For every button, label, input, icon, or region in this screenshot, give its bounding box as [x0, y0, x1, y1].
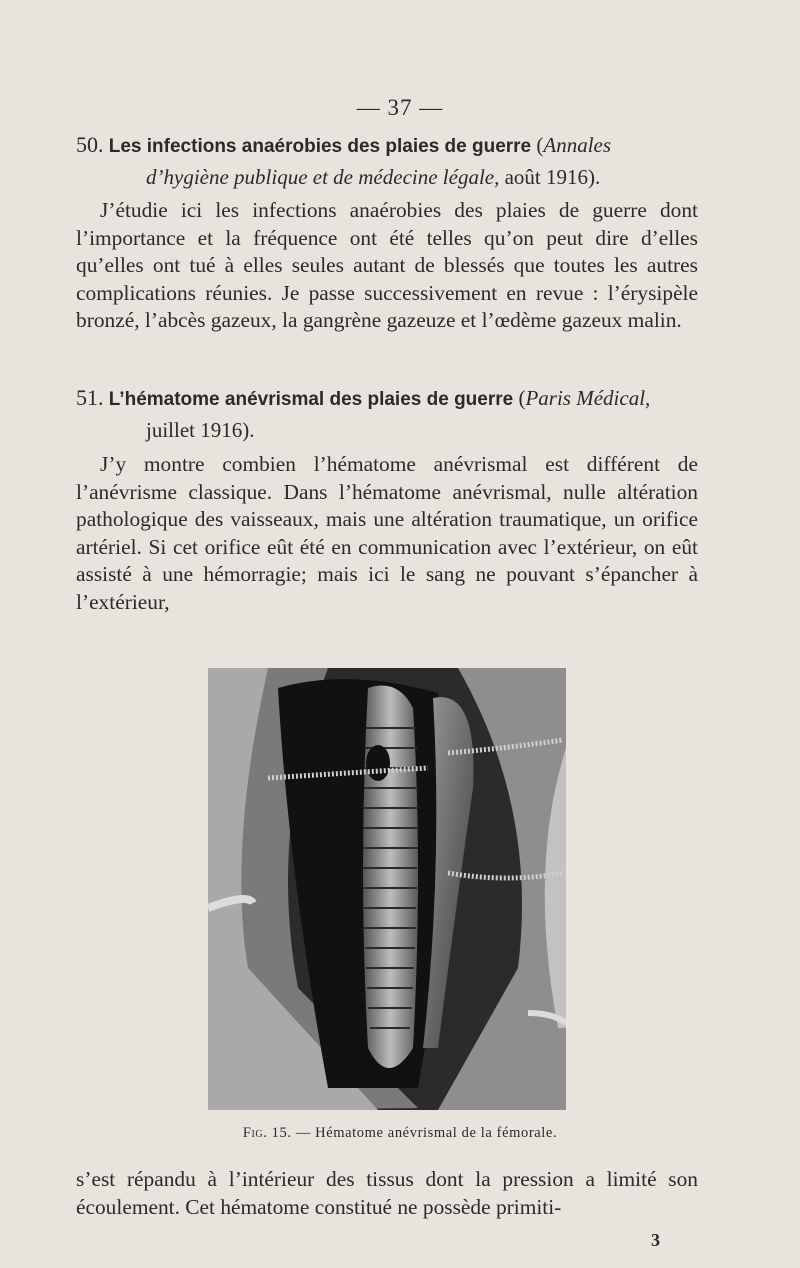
figure-15-label: Fig. 15. [242, 1125, 292, 1141]
entry-51-continuation [76, 415, 726, 445]
signature-mark: 3 [651, 1230, 660, 1250]
paragraph-50 [76, 197, 698, 335]
entry-51-paren: ( [513, 386, 526, 410]
paragraph-continued-text: s’est répandu à l’intérieur des tissus dont la pression a limité son écoulement. Cet hématome constitué ne possède primiti- [76, 1167, 698, 1219]
entry-51-number: 51. [76, 385, 104, 410]
entry-51-date: juillet 1916). [146, 418, 255, 442]
figure-15-caption [0, 1125, 800, 1142]
entry-51-journal: Paris Médical, [525, 386, 651, 410]
paragraph-continued [76, 1166, 698, 1221]
entry-50-number: 50. [76, 132, 104, 157]
entry-50-heading [76, 130, 726, 192]
figure-15-illustration [208, 668, 566, 1110]
entry-50-journal-2: d’hygiène publique et de médecine légale, [146, 165, 500, 189]
hematoma-illustration [208, 668, 566, 1110]
entry-51-heading [76, 383, 726, 445]
figure-15-caption-text: — Hématome anévrismal de la fémorale. [291, 1125, 558, 1141]
entry-50-date: août 1916). [499, 165, 601, 189]
entry-50-continuation [76, 162, 726, 192]
entry-51-title: L’hématome anévrismal des plaies de guerre [108, 389, 514, 410]
entry-50-paren: ( [531, 133, 544, 157]
paragraph-50-text: J’étudie ici les infections anaérobies des plaies de guerre dont l’importance et la fréquence ont été telles qu’on peut dire d’elles qu’elles ont tué à elles seules autant de blessés que toutes les autres complications réunies. Je passe successivement en revue : l’érysipèle bronzé, l’abcès gazeux, la gangrène gazeuze et l’œdème gazeux malin. [76, 198, 698, 333]
entry-50-journal-1: Annales [543, 133, 612, 157]
paragraph-51 [76, 451, 698, 617]
paragraph-51-text: J’y montre combien l’hématome anévrismal est différent de l’anévrisme classique. Dans l’hématome anévrismal, nulle altération pathologique des vaisseaux, mais une altération traumatique, un orifice artériel. Si cet orifice eût été en communication avec l’extérieur, on eût assisté à une hémorragie; mais ici le sang ne pouvant s’épancher à l’extérieur, [76, 452, 698, 614]
entry-50-title: Les infections anaérobies des plaies de guerre [108, 136, 532, 157]
page-number: — 37 — [356, 95, 444, 120]
